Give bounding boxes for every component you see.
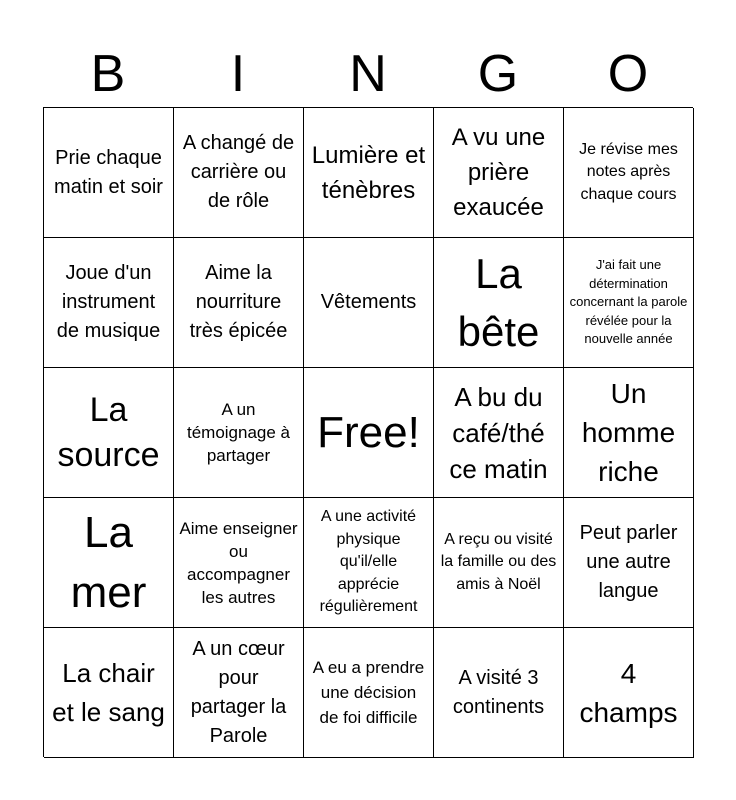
- cell-text: A vu une prière exaucée: [451, 124, 546, 221]
- cell-text: Je révise mes notes après chaque cours: [579, 140, 678, 203]
- header-letter-o: O: [607, 45, 649, 103]
- bingo-header: [43, 40, 693, 108]
- bingo-cell[interactable]: [174, 108, 304, 238]
- bingo-cell[interactable]: [304, 238, 434, 368]
- cell-text: Lumière et ténèbres: [311, 141, 426, 204]
- cell-text: Aime enseigner ou accompagner les autres: [179, 518, 298, 607]
- header-letter-g: G: [477, 45, 519, 103]
- bingo-cell[interactable]: [434, 238, 564, 368]
- bingo-cell[interactable]: [44, 368, 174, 498]
- bingo-grid: [43, 107, 693, 757]
- cell-text: Joue d'un instrument de musique: [56, 262, 161, 342]
- header-letter-b: B: [90, 45, 126, 103]
- bingo-cell[interactable]: [44, 628, 174, 758]
- bingo-cell[interactable]: [434, 108, 564, 238]
- cell-text: A eu a prendre une décision de foi difficile: [312, 658, 425, 727]
- cell-text: Aime la nourriture très épicée: [189, 262, 288, 342]
- bingo-cell[interactable]: [564, 628, 694, 758]
- bingo-cell[interactable]: [174, 628, 304, 758]
- bingo-cell[interactable]: [44, 238, 174, 368]
- cell-text: A un cœur pour partager la Parole: [190, 637, 287, 747]
- bingo-cell[interactable]: [174, 498, 304, 628]
- bingo-cell[interactable]: [304, 628, 434, 758]
- cell-text: Vêtements: [320, 291, 417, 313]
- header-letter-n: N: [349, 45, 387, 103]
- cell-text: Peut parler une autre langue: [579, 522, 678, 602]
- bingo-cell[interactable]: [434, 498, 564, 628]
- cell-text: J'ai fait une détermination concernant la parole révélée pour la nouvelle année: [569, 257, 688, 347]
- cell-text: A bu du café/thé ce matin: [449, 381, 548, 484]
- cell-text: Prie chaque matin et soir: [54, 146, 163, 198]
- free-cell[interactable]: [304, 368, 434, 498]
- bingo-cell[interactable]: [44, 108, 174, 238]
- bingo-cell[interactable]: [564, 238, 694, 368]
- cell-text: La source: [57, 390, 160, 474]
- cell-text: A changé de carrière ou de rôle: [182, 132, 295, 212]
- bingo-cell[interactable]: [564, 108, 694, 238]
- bingo-cell[interactable]: [174, 238, 304, 368]
- cell-text: La bête: [457, 249, 540, 355]
- bingo-cell[interactable]: [44, 498, 174, 628]
- bingo-cell[interactable]: [174, 368, 304, 498]
- bingo-cell[interactable]: [304, 108, 434, 238]
- cell-text: 4 champs: [579, 657, 678, 728]
- cell-text: A reçu ou visité la famille ou des amis à Noël: [440, 530, 557, 593]
- cell-text: La chair et le sang: [52, 657, 165, 727]
- cell-text: A visité 3 continents: [452, 666, 545, 718]
- bingo-cell[interactable]: [434, 628, 564, 758]
- bingo-cell[interactable]: [434, 368, 564, 498]
- bingo-cell[interactable]: [564, 498, 694, 628]
- cell-text: A un témoignage à partager: [186, 400, 291, 465]
- cell-text: Un homme riche: [581, 378, 676, 487]
- bingo-cell[interactable]: [304, 498, 434, 628]
- cell-text: A une activité physique qu'il/elle apprécie régulièrement: [319, 508, 418, 616]
- header-letter-i: I: [230, 45, 246, 103]
- cell-text: Free!: [317, 407, 420, 457]
- cell-text: La mer: [70, 507, 147, 617]
- bingo-cell[interactable]: [564, 368, 694, 498]
